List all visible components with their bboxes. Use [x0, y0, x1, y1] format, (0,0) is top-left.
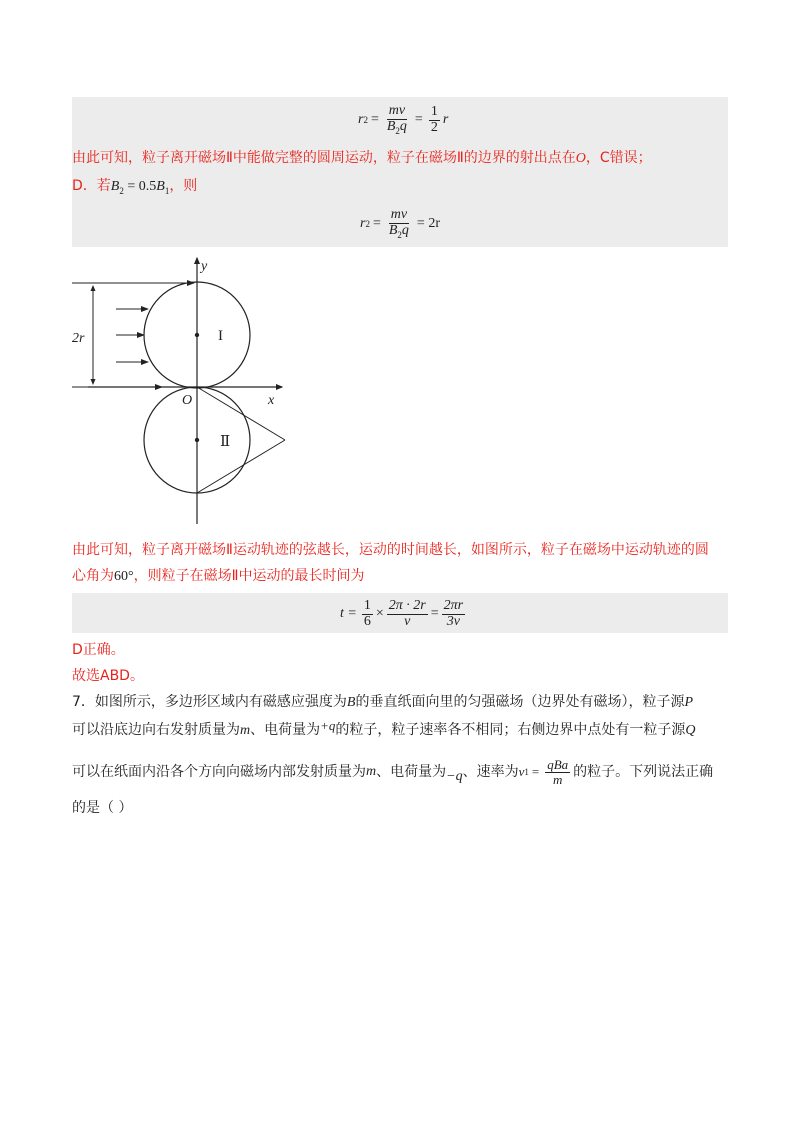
fraction-num: mv	[390, 207, 408, 223]
answer-line: 故选ABD。	[72, 668, 144, 684]
fraction-half	[429, 105, 440, 135]
trajectory-line	[197, 440, 285, 493]
symbol: −q	[446, 769, 463, 784]
formula-eq: =	[414, 112, 423, 127]
symbol: B	[346, 695, 356, 710]
text: 、电荷量为	[250, 722, 321, 738]
formula-sub: 2	[363, 115, 368, 125]
label-field-I: I	[218, 328, 223, 344]
text: D．若	[72, 178, 111, 194]
fraction	[387, 599, 428, 629]
text: 由此可知，粒子离开磁场Ⅱ中能做完整的圆周运动，粒子在磁场Ⅱ的边界的射出点在	[72, 150, 576, 166]
symbol: Q	[685, 723, 696, 738]
center-dot-I	[195, 333, 199, 337]
conclusion-c	[72, 148, 652, 169]
text: ，则	[169, 178, 198, 194]
symbol: P	[684, 695, 694, 710]
question-7-line2	[72, 720, 696, 741]
fraction	[442, 599, 465, 629]
fraction-num: 1	[430, 103, 438, 119]
text: 、速率为	[462, 764, 519, 780]
magnetic-field-diagram	[70, 256, 310, 526]
formula-sub: 2	[365, 219, 370, 229]
formula-eq: =	[370, 112, 379, 127]
times-sign: ×	[375, 606, 384, 621]
symbol-O: O	[575, 151, 586, 166]
formula-eq: =	[430, 606, 439, 621]
symbol: m	[240, 723, 251, 738]
fraction-num: 2πr	[443, 597, 464, 613]
angle-value: 60°	[114, 569, 134, 584]
label-y: y	[201, 259, 208, 274]
fraction-num: 1	[363, 597, 371, 613]
fraction-den: 6	[363, 613, 371, 629]
d-correct: D正确。	[72, 642, 125, 658]
label-2r: 2r	[72, 331, 85, 346]
text: 可以在纸面内沿各个方向向磁场内部发射质量为	[72, 764, 366, 780]
text: 心角为	[72, 568, 114, 584]
math-inline: $B_2 = 0.5B_1$	[110, 179, 170, 196]
formula-r2-double	[360, 204, 440, 244]
fraction-num: mv	[388, 103, 406, 119]
center-dot-II	[195, 438, 199, 442]
fraction-den: 3v	[446, 613, 460, 629]
question-7-line4: 的是（ ）	[72, 800, 133, 816]
fraction-den: 2	[430, 119, 438, 135]
text: ，C错误；	[585, 150, 652, 166]
text: 可以沿底边向右发射质量为	[72, 722, 240, 738]
fraction-den: $B_2q$	[386, 118, 407, 136]
formula-r2-half	[358, 100, 448, 140]
formula-rhs: = 2r	[416, 216, 440, 231]
formula-lhs: r	[360, 216, 366, 231]
text: 的垂直纸面向里的匀强磁场（边界处有磁场），粒子源	[355, 694, 685, 710]
formula-lhs: r	[358, 112, 364, 127]
symbol: m	[366, 764, 377, 779]
fraction-den: v	[404, 613, 411, 629]
text: 的粒子。下列说法正确	[573, 764, 714, 780]
fraction: $\frac{\text{qBa}}{m}$	[547, 756, 569, 787]
symbol: +q	[320, 718, 336, 733]
text: ，则粒子在磁场Ⅱ中运动的最长时间为	[133, 568, 365, 584]
formula-lhs: t =	[340, 606, 357, 621]
question-7-line3	[72, 752, 713, 792]
text: 的粒子，粒子速率各不相同；右侧边界中点处有一粒子源	[335, 722, 686, 738]
fraction-den: $B_2q$	[388, 222, 409, 240]
question-7-line1	[72, 692, 693, 713]
fraction-num: 2π · 2r	[388, 597, 426, 613]
math-v1: v 1 = $\frac{\text{qBa}}{m}$	[518, 756, 569, 787]
label-x: x	[268, 393, 275, 408]
fraction	[387, 208, 411, 240]
text: 、电荷量为	[376, 764, 447, 780]
formula-rhs: r	[442, 112, 449, 127]
option-d-condition	[72, 176, 197, 201]
conclusion-d-line2	[72, 566, 365, 587]
fraction	[385, 104, 409, 136]
label-origin: O	[182, 393, 193, 408]
fraction	[362, 599, 373, 629]
conclusion-d-line1: 由此可知，粒子离开磁场Ⅱ运动轨迹的弦越长，运动的时间越长，如图所示，粒子在磁场中运动轨迹的圆	[72, 542, 709, 558]
label-field-II: Ⅱ	[220, 434, 231, 450]
text: 7．如图所示，多边形区域内有磁感应强度为	[72, 694, 347, 710]
formula-eq: =	[372, 216, 381, 231]
formula-time	[340, 594, 468, 634]
